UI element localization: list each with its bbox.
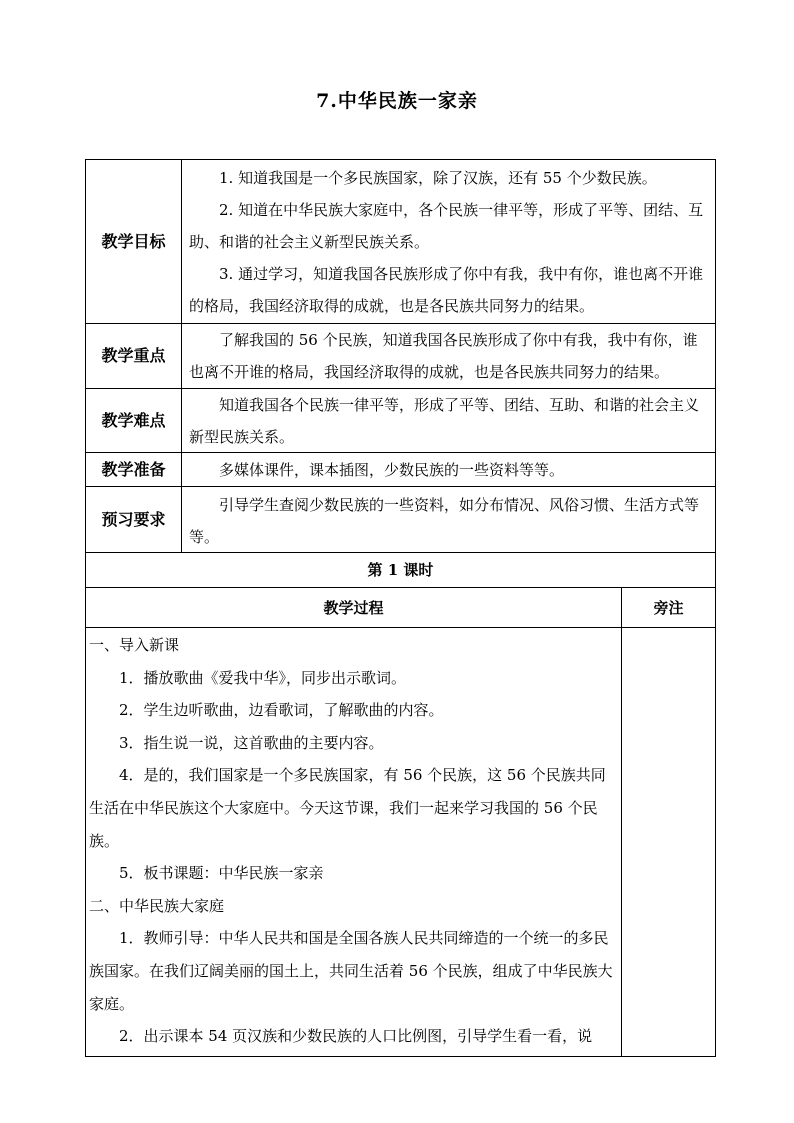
row-label-preparation: 教学准备 [101, 459, 166, 479]
process-step: 2．学生边听歌曲，边看歌词，了解歌曲的内容。 [119, 701, 444, 720]
lesson-plan-table [85, 159, 716, 1057]
key-points-content [189, 324, 711, 388]
difficulties-text: 知道我国各个民族一律平等，形成了平等、团结、互助、和谐的社会主义新型民族关系。 [189, 396, 700, 446]
preparation-content [189, 454, 711, 486]
process-header: 教学过程 [323, 598, 384, 617]
key-points-text: 了解我国的 56 个民族，知道我国各民族形成了你中有我，我中有你，谁也离不开谁的格局，我国经济取得的成就，也是各民族共同努力的结果。 [189, 331, 698, 381]
table-border-right [715, 159, 716, 1057]
notes-header: 旁注 [653, 598, 684, 617]
preview-text: 引导学生查阅少数民族的一些资料，如分布情况、风俗习惯、生活方式等等。 [189, 496, 700, 546]
process-step: 1．播放歌曲《爱我中华》，同步出示歌词。 [119, 668, 407, 687]
row-label-key-points: 教学重点 [101, 346, 166, 365]
objective-item: 3. 通过学习，知道我国各民族形成了你中有我，我中有你，谁也离不开谁的格局，我国经济取得的成就，也是各民族共同努力的结果。 [189, 265, 704, 315]
preview-content [189, 489, 711, 553]
objective-item: 1. 知道我国是一个多民族国家，除了汉族，还有 55 个少数民族。 [219, 169, 657, 187]
process-section-heading: 一、导入新课 [89, 636, 180, 654]
row-label-objectives: 教学目标 [101, 231, 166, 251]
lesson-header: 第 1 课时 [367, 561, 434, 579]
page-title: 7.中华民族一家亲 [316, 90, 478, 112]
process-step: 3．指生说一说，这首歌曲的主要内容。 [119, 733, 384, 752]
preparation-text: 多媒体课件，课本插图，少数民族的一些资料等等。 [219, 461, 565, 479]
process-step: 1．教师引导：中华人民共和国是全国各族人民共同缔造的一个统一的多民族国家。在我们辽阔美丽的国土上，共同生活着 56 个民族，组成了中华民族大家庭。 [89, 929, 613, 1013]
row-label-preview: 预习要求 [101, 509, 166, 529]
objective-item: 2. 知道在中华民族大家庭中，各个民族一律平等，形成了平等、团结、互助、和谐的社会主义新型民族关系。 [189, 201, 704, 251]
process-step: 4．是的，我们国家是一个多民族国家，有 56 个民族，这 56 个民族共同生活在中华民族这个大家庭中。今天这节课，我们一起来学习我国的 56 个民族。 [89, 766, 606, 850]
process-content [89, 629, 615, 1053]
notes-column-divider [621, 587, 622, 1057]
objectives-content [189, 162, 711, 322]
label-column-divider [181, 159, 182, 552]
row-label-difficulties: 教学难点 [101, 410, 166, 430]
difficulties-content [189, 389, 711, 453]
process-section-heading: 二、中华民族大家庭 [89, 896, 225, 915]
process-step: 2．出示课本 54 页汉族和少数民族的人口比例图，引导学生看一看，说 [119, 1027, 593, 1046]
process-step: 5．板书课题：中华民族一家亲 [119, 864, 324, 883]
